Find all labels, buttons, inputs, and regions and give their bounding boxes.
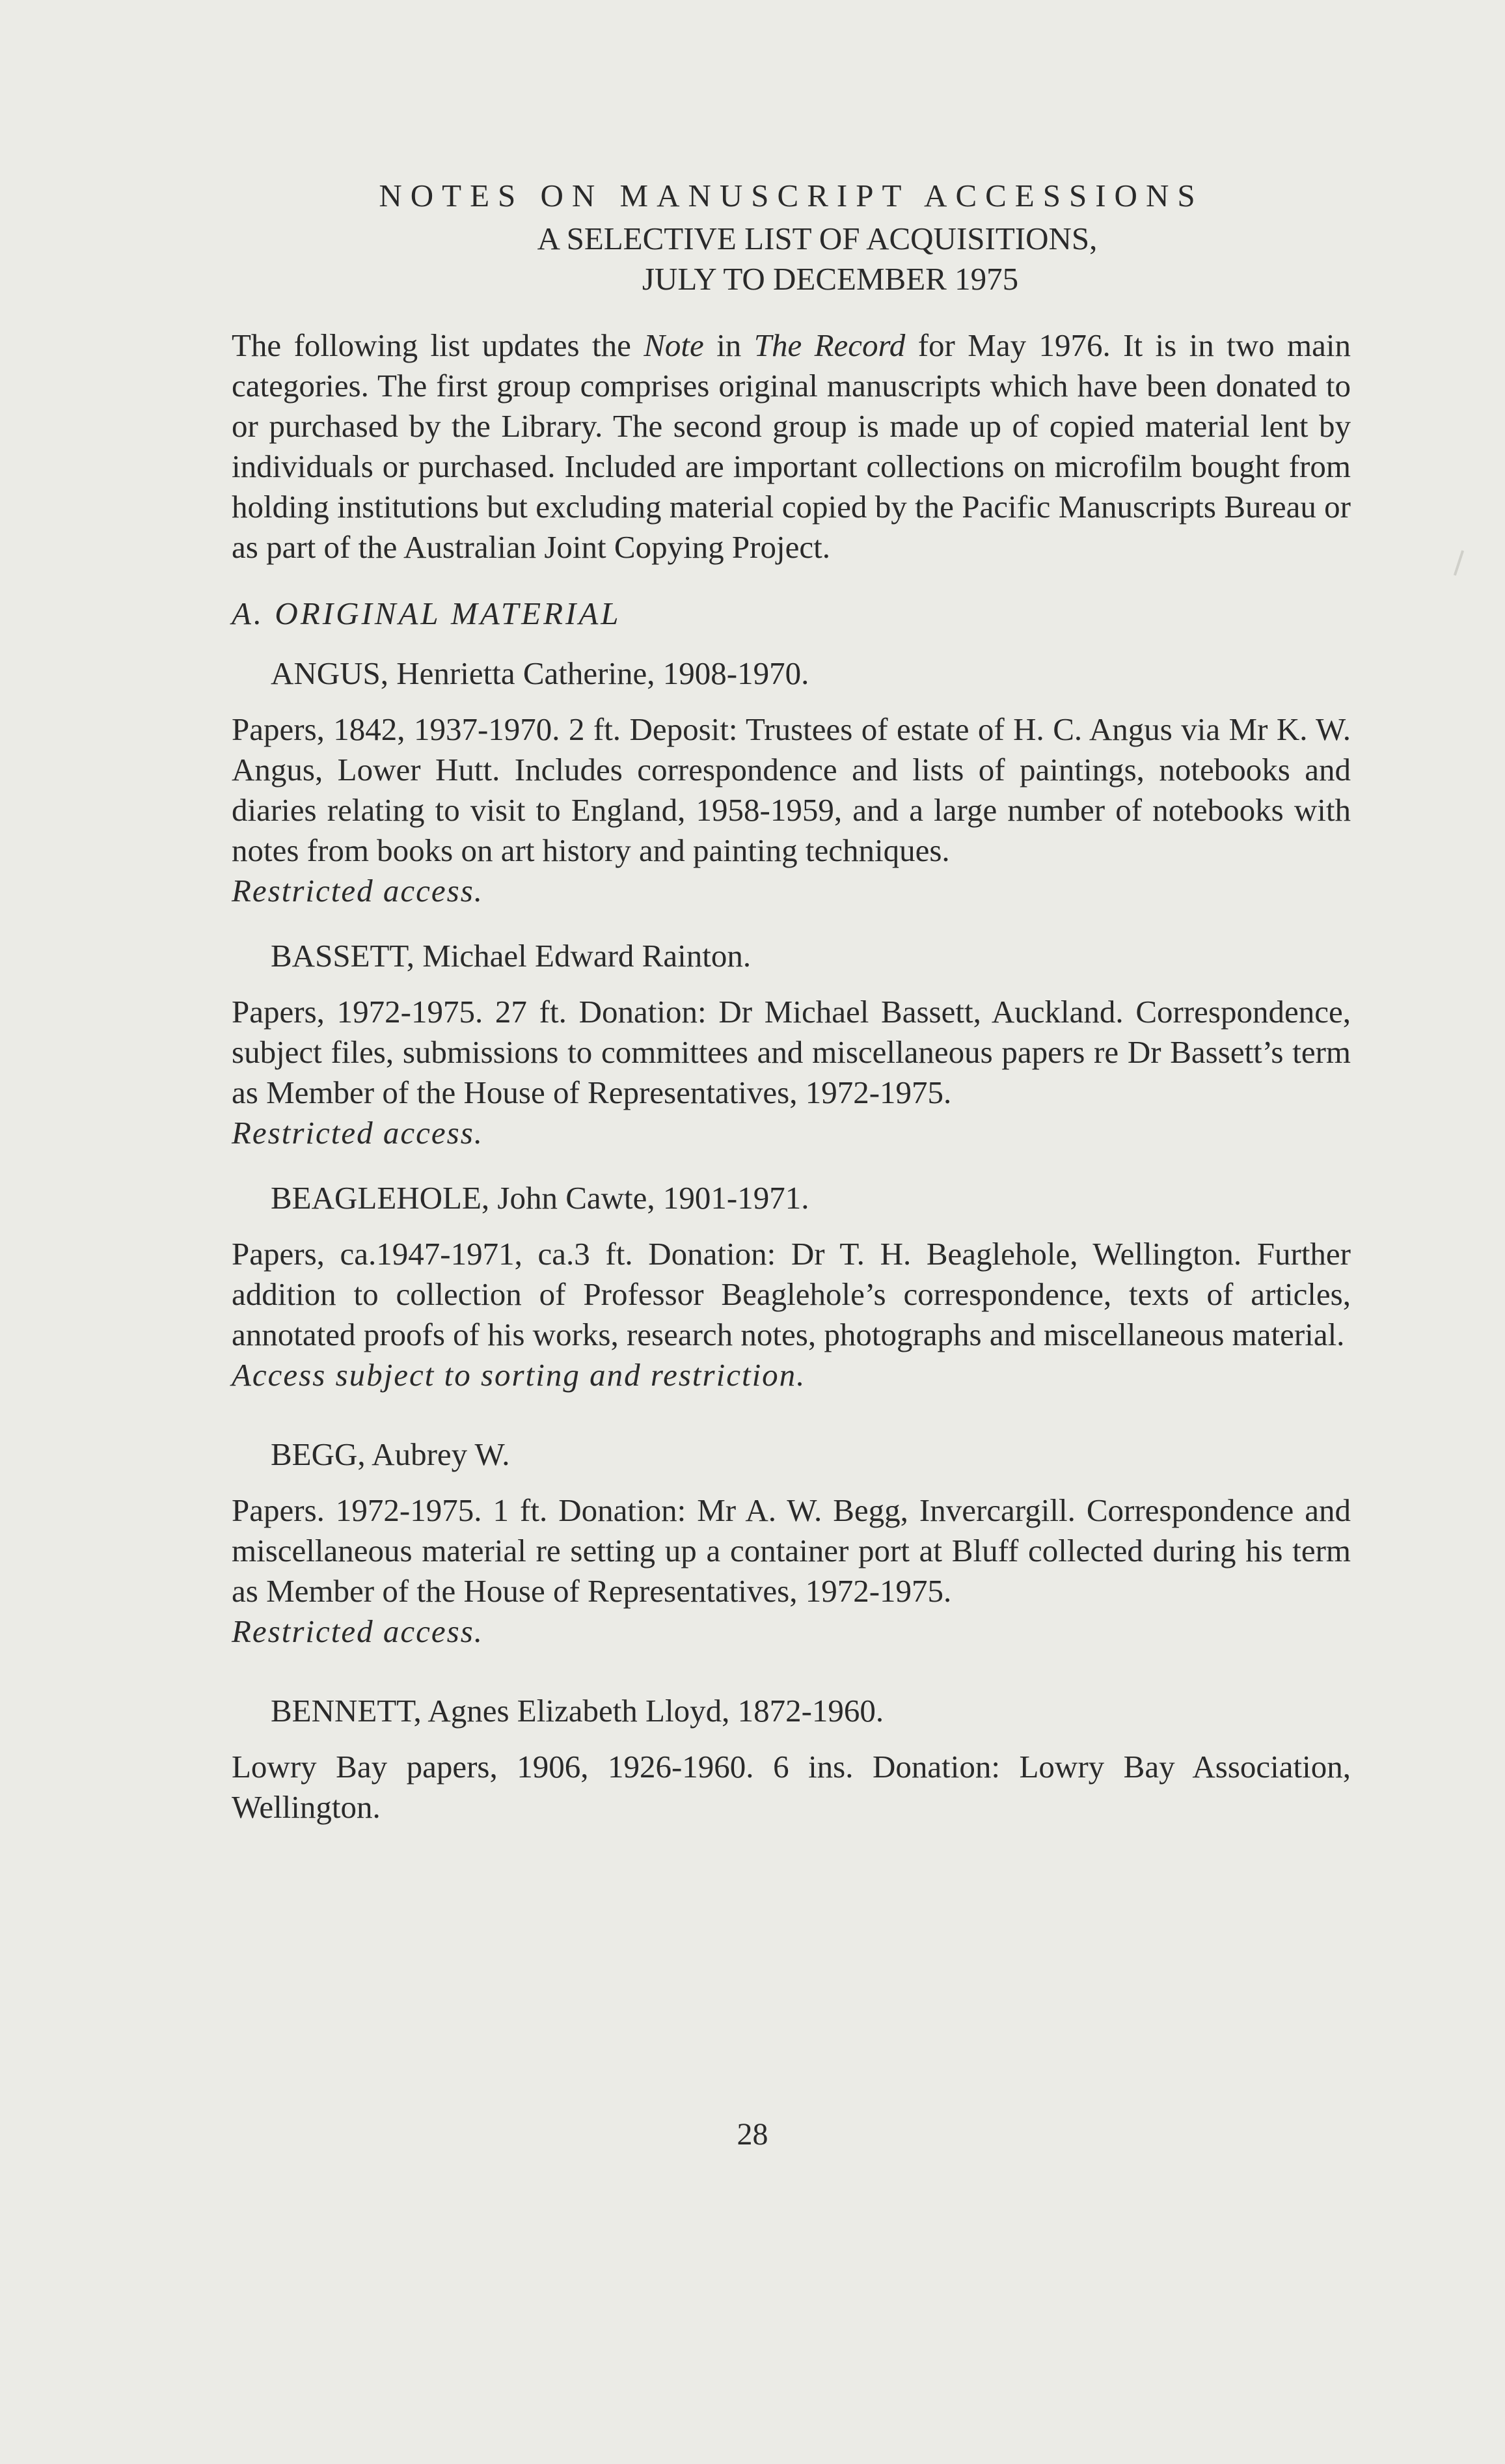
- entry-name: BEGG, Aubrey W.: [271, 1436, 510, 1472]
- page-title: NOTES ON MANUSCRIPT ACCESSIONS: [379, 178, 1204, 213]
- entry-name: BASSETT, Michael Edward Rainton.: [271, 938, 752, 974]
- entry-access-note: Access subject to sorting and restriction.: [232, 1357, 806, 1393]
- entry-access-note: Restricted access.: [232, 1613, 484, 1649]
- margin-mark: [1454, 550, 1464, 575]
- entry-begg: [232, 1434, 1351, 1652]
- entry-bennett: [232, 1691, 1351, 1827]
- entry-description: Papers, ca.1947-1971, ca.3 ft. Donation: Dr T. H. Beaglehole, Wellington. Further addition to collection of Professor Beaglehole’s correspondence, texts of articles, annotated proofs of his works, research notes, photographs and miscellaneous material.: [232, 1236, 1351, 1352]
- section-heading: A. ORIGINAL MATERIAL: [232, 595, 621, 631]
- entry-beaglehole: [232, 1178, 1351, 1395]
- page-period: JULY TO DECEMBER 1975: [642, 261, 1019, 297]
- page-subtitle: A SELECTIVE LIST OF ACQUISITIONS,: [537, 221, 1098, 256]
- entry-description: Lowry Bay papers, 1906, 1926-1960. 6 ins. Donation: Lowry Bay Association, Wellington.: [232, 1749, 1351, 1825]
- intro-paragraph: [232, 325, 1351, 568]
- intro-text-start: The following list updates the: [232, 327, 644, 363]
- page-content: [232, 176, 1351, 1827]
- intro-note-word: Note: [644, 327, 704, 363]
- entry-description: Papers, 1972-1975. 27 ft. Donation: Dr Michael Bassett, Auckland. Correspondence, subject files, submissions to committees and miscellaneous papers re Dr Bassett’s term as Member of the House of Representatives, 1972-1975.: [232, 994, 1351, 1110]
- entry-angus: [232, 653, 1351, 911]
- entry-description: Papers. 1972-1975. 1 ft. Donation: Mr A. W. Begg, Invercargill. Correspondence and miscellaneous material re setting up a container port at Bluff collected during his term as Member of the House of Representatives, 1972-1975.: [232, 1492, 1351, 1609]
- entry-bassett: [232, 936, 1351, 1153]
- entry-name: BENNETT, Agnes Elizabeth Lloyd, 1872-1960.: [271, 1693, 884, 1729]
- page-number: 28: [737, 2117, 768, 2152]
- intro-text-rest: for May 1976. It is in two main categories. The first group comprises original manuscripts which have been donated to or purchased by the Library. The second group is made up of copied material lent by individuals or purchased. Included are important collections on microfilm bought from holding institutions but excluding material copied by the Pacific Manuscripts Bureau or as part of the Australian Joint Copying Project.: [232, 327, 1351, 565]
- entry-name: ANGUS, Henrietta Catherine, 1908-1970.: [271, 655, 809, 691]
- intro-text-in: in: [703, 327, 754, 363]
- intro-record-title: The Record: [753, 327, 906, 363]
- entry-description: Papers, 1842, 1937-1970. 2 ft. Deposit: Trustees of estate of H. C. Angus via Mr K. W. Angus, Lower Hutt. Includes correspondence and lists of paintings, notebooks and diaries relating to visit to England, 1958-1959, and a large number of notebooks with notes from books on art history and painting techniques.: [232, 711, 1351, 868]
- entry-name: BEAGLEHOLE, John Cawte, 1901-1971.: [271, 1180, 809, 1216]
- entry-access-note: Restricted access.: [232, 873, 484, 909]
- entry-access-note: Restricted access.: [232, 1115, 484, 1151]
